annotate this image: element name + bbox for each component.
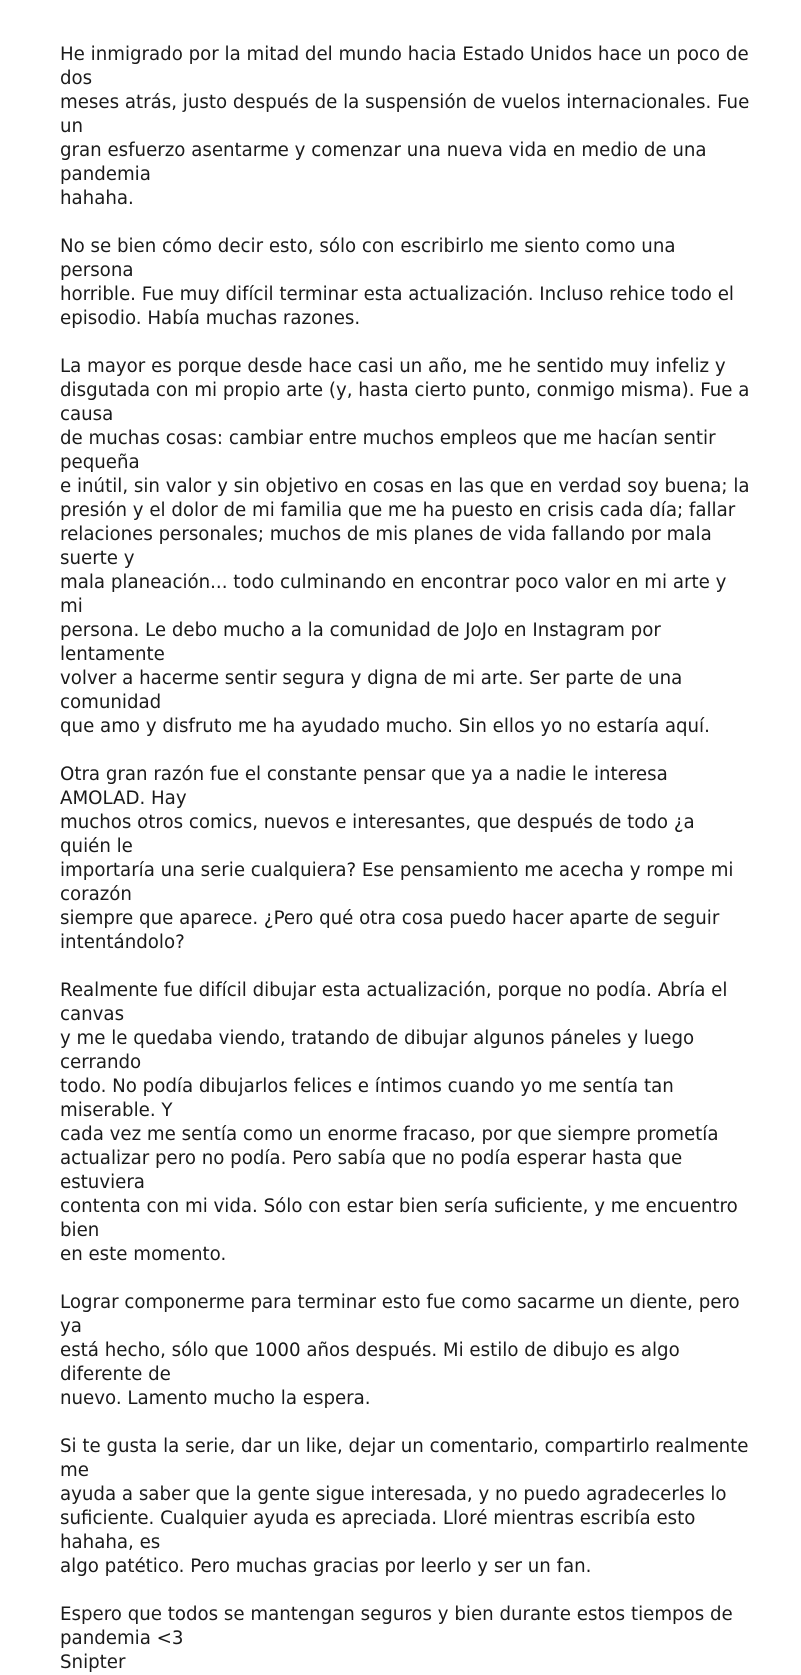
closing-line: Espero que todos se mantengan seguros y bien durante estos tiempos de pandemia <3	[60, 1604, 733, 1649]
signature: Snipter	[60, 1652, 126, 1673]
paragraph-difficulty: No se bien cómo decir esto, sólo con escribirlo me siento como una persona horrible. Fue muy difícil terminar esta actualización. Incluso rehice todo el episodio. Había muchas razones.	[60, 236, 734, 329]
paragraph-interest: Otra gran razón fue el constante pensar que ya a nadie le interesa AMOLAD. Hay muchos otros comics, nuevos e interesantes, que después de todo ¿a quién le importaría una serie cualquiera? Ese pensamiento me acecha y rompe mi corazón siempre que aparece. ¿Pero qué otra cosa puedo hacer aparte de seguir intentándolo?	[60, 764, 734, 953]
paragraph-finished: Lograr componerme para terminar esto fue como sacarme un diente, pero ya está hecho, sólo que 1000 años después. Mi estilo de dibujo es algo diferente de nuevo. Lamento mucho la espera.	[60, 1292, 740, 1409]
paragraph-support: Si te gusta la serie, dar un like, dejar un comentario, compartirlo realmente me ayuda a saber que la gente sigue interesada, y no puedo agradecerles lo suficiente. Cualquier ayuda es apreciada. Lloré mientras escribía esto hahaha, es algo patético. Pero muchas gracias por leerlo y ser un fan.	[60, 1436, 749, 1577]
paragraph-drawing: Realmente fue difícil dibujar esta actualización, porque no podía. Abría el canvas y me le quedaba viendo, tratando de dibujar algunos páneles y luego cerrando todo. No podía dibujarlos felices e íntimos cuando yo me sentía tan miserable. Y cada vez me sentía como un enorme fracaso, por que siempre prometía actualizar pero no podía. Pero sabía que no podía esperar hasta que estuviera contenta con mi vida. Sólo con estar bien sería suficiente, y me encuentro bien en este momento.	[60, 980, 738, 1265]
letter-body	[60, 43, 750, 1675]
paragraph-unhappiness: La mayor es porque desde hace casi un año, me he sentido muy infeliz y disgutada con mi propio arte (y, hasta cierto punto, conmigo misma). Fue a causa de muchas cosas: cambiar entre muchos empleos que me hacían sentir pequeña e inútil, sin valor y sin objetivo en cosas en las que en verdad soy buena; la presión y el dolor de mi familia que me ha puesto en crisis cada día; fallar relaciones personales; muchos de mis planes de vida fallando por mala suerte y mala planeación... todo culminando en encontrar poco valor en mi arte y mi persona. Le debo mucho a la comunidad de JoJo en Instagram por lentamente volver a hacerme sentir segura y digna de mi arte. Ser parte de una comunidad que amo y disfruto me ha ayudado mucho. Sin ellos yo no estaría aquí.	[60, 356, 750, 737]
paragraph-immigration: He inmigrado por la mitad del mundo hacia Estado Unidos hace un poco de dos meses atrás, justo después de la suspensión de vuelos internacionales. Fue un gran esfuerzo asentarme y comenzar una nueva vida en medio de una pandemia hahaha.	[60, 44, 750, 209]
